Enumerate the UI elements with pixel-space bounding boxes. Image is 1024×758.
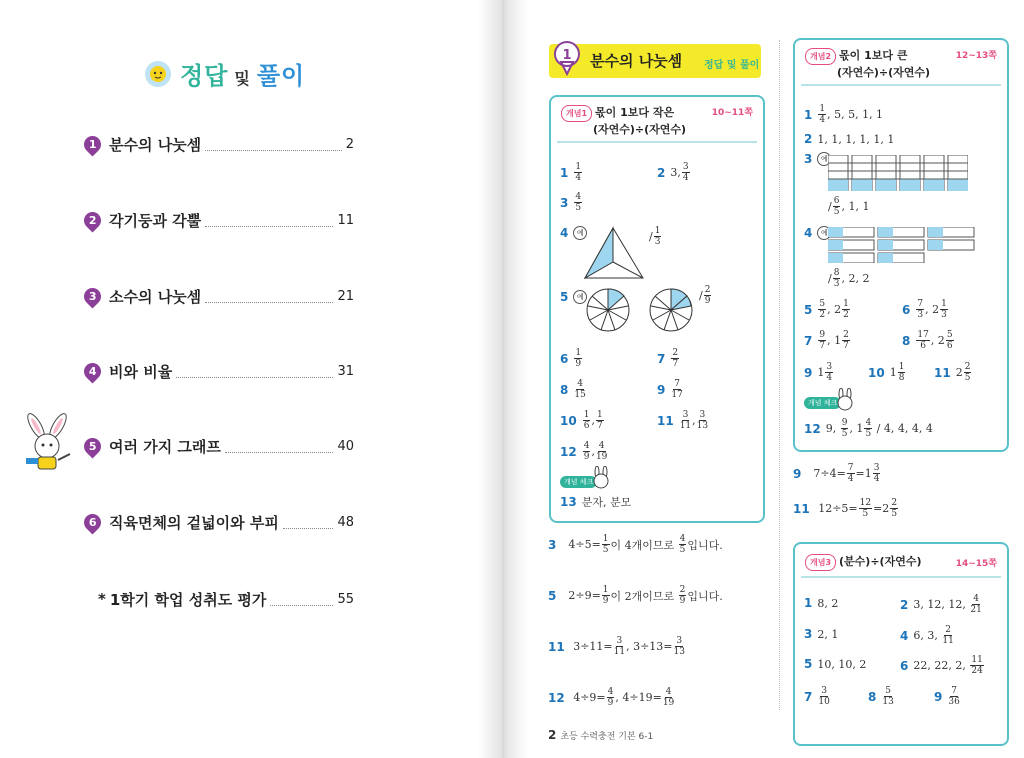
toc-leader xyxy=(270,593,333,606)
triangle-diagram xyxy=(583,226,645,282)
box-heading-line2: (자연수)÷(자연수) xyxy=(837,66,931,79)
footer-page-number: 2 xyxy=(548,728,557,742)
answer-5: 5 예 xyxy=(560,290,590,304)
toc-title: 각기둥과 각뿔 xyxy=(109,211,202,230)
answer-b2-1: 1 $\frac{1}{4}$ , 5, 5, 1, 1 xyxy=(804,104,884,125)
circle-diagram xyxy=(585,287,631,333)
answer-3: 3 $\frac{4}{5}$ xyxy=(560,192,582,213)
circle-diagram xyxy=(648,287,694,333)
answer-b3-8: 8 $\frac{5}{13}$ xyxy=(868,686,894,707)
answer-4: 4 예 xyxy=(560,226,590,240)
toc-page: 21 xyxy=(337,288,354,304)
explanation-3: 3 4÷5= $\frac{1}{5}$ 이 4개이므로 $\frac{4}{5}$ 입니다. xyxy=(548,534,723,555)
toc-item-assessment[interactable] xyxy=(98,588,354,610)
toc-title: 1학기 학업 성취도 평가 xyxy=(109,590,267,609)
toc-page: 40 xyxy=(337,438,354,454)
answer-7: 7 $\frac{2}{7}$ xyxy=(657,348,679,369)
rabbit-mascot-icon xyxy=(834,388,856,412)
toc-number-badge: 4 xyxy=(80,359,104,383)
chapter-number: 1 xyxy=(562,48,572,63)
answer-9: 9 $\frac{7}{17}$ xyxy=(657,379,683,400)
answer-b2-8: 8 $\frac{17}{6}$ , 2 $\frac{5}{6}$ xyxy=(902,330,953,351)
title-part-and: 및 xyxy=(234,69,251,88)
toc-leader xyxy=(205,138,342,151)
toc-page: 31 xyxy=(337,363,354,379)
answer-b2-5: 5 $\frac{5}{2}$ , 2 $\frac{1}{2}$ xyxy=(804,299,849,320)
toc-item[interactable] xyxy=(84,133,354,155)
toc-item[interactable] xyxy=(84,209,354,231)
concept-tag: 개념2 xyxy=(805,48,836,65)
bar-model-diagram xyxy=(828,227,976,263)
answer-b3-1: 1 8, 2 xyxy=(804,596,839,610)
answer-b3-9: 9 $\frac{7}{36}$ xyxy=(934,686,960,707)
concept-check-label: 개념 체크 xyxy=(804,397,841,409)
toc-number-badge: 5 xyxy=(80,434,104,458)
title-part-solutions: 풀이 xyxy=(256,62,306,90)
toc-leader xyxy=(176,365,333,378)
answer-1: 1 $\frac{1}{4}$ xyxy=(560,162,582,183)
answer-b2-4-fraction: / $\frac{8}{3}$ , 2, 2 xyxy=(828,268,870,289)
box-heading-line1: 몫이 1보다 작은 xyxy=(595,106,675,119)
answer-b3-6: 6 22, 22, 2, $\frac{11}{24}$ xyxy=(900,655,983,676)
answer-b3-4: 4 6, 3, $\frac{2}{11}$ xyxy=(900,625,954,646)
bar-model-diagram xyxy=(828,155,968,191)
sun-logo-icon xyxy=(144,60,172,88)
explanation-11: 11 3÷11= $\frac{3}{11}$ , 3÷13= $\frac{3}{13}$ xyxy=(548,636,685,657)
explanation-b2-9: 9 7÷4= $\frac{7}{4}$ =1 $\frac{3}{4}$ xyxy=(793,463,880,484)
answer-b3-5: 5 10, 10, 2 xyxy=(804,657,867,671)
explanation-12: 12 4÷9= $\frac{4}{9}$ , 4÷19= $\frac{4}{19}$ xyxy=(548,687,675,708)
answer-b2-3-fraction: / $\frac{6}{5}$ , 1, 1 xyxy=(828,196,870,217)
answer-b2-7: 7 $\frac{9}{7}$ , 1 $\frac{2}{7}$ xyxy=(804,330,849,351)
toc-leader xyxy=(205,214,333,227)
box-heading-line1: 몫이 1보다 큰 xyxy=(839,49,908,62)
toc-title: 분수의 나눗셈 xyxy=(109,135,202,154)
page-title xyxy=(180,56,305,91)
box-heading xyxy=(561,105,686,137)
chapter-number-badge xyxy=(553,40,581,76)
chapter-title: 분수의 나눗셈 xyxy=(590,52,683,70)
answer-13: 13 분자, 분모 xyxy=(560,495,632,509)
answer-b2-10: 10 1 $\frac{1}{8}$ xyxy=(868,362,905,383)
toc-title: 여러 가지 그래프 xyxy=(109,437,221,456)
star-marker: * xyxy=(98,590,106,608)
divider xyxy=(801,84,1001,86)
toc-page: 11 xyxy=(337,212,354,228)
answer-2: 2 3, $\frac{3}{4}$ xyxy=(657,162,689,183)
answer-b2-11: 11 2 $\frac{2}{5}$ xyxy=(934,362,971,383)
box-heading xyxy=(805,48,930,80)
concept-tag: 개념1 xyxy=(561,105,592,122)
column-divider xyxy=(779,40,780,710)
toc-item[interactable] xyxy=(84,360,354,382)
box-heading-line2: (자연수)÷(자연수) xyxy=(593,123,687,136)
box-page-range: 14~15쪽 xyxy=(955,559,997,569)
box-page-range: 12~13쪽 xyxy=(955,51,997,61)
answer-5-fraction: / $\frac{2}{9}$ xyxy=(699,285,711,306)
toc-number-badge: 2 xyxy=(80,208,104,232)
answer-b2-2: 2 1, 1, 1, 1, 1, 1 xyxy=(804,132,895,146)
answer-b2-12: 12 9, $\frac{9}{5}$ , 1 $\frac{4}{5}$ / 4, 4, 4, 4 xyxy=(804,418,933,439)
explanation-b2-11: 11 12÷5= $\frac{12}{5}$ =2 $\frac{2}{5}$ xyxy=(793,498,898,519)
toc-item[interactable] xyxy=(84,435,354,457)
answer-b3-3: 3 2, 1 xyxy=(804,627,839,641)
toc-leader xyxy=(205,290,333,303)
toc-page: 48 xyxy=(337,514,354,530)
title-part-answers: 정답 xyxy=(180,62,229,90)
toc-number-badge: 6 xyxy=(80,510,104,534)
answer-6: 6 $\frac{1}{9}$ xyxy=(560,348,582,369)
answer-8: 8 $\frac{4}{15}$ xyxy=(560,379,586,400)
answer-12: 12 $\frac{4}{9}$ , $\frac{4}{19}$ xyxy=(560,441,608,462)
answer-b2-9: 9 1 $\frac{3}{4}$ xyxy=(804,362,833,383)
page-footer xyxy=(548,728,653,742)
explanation-5: 5 2÷9= $\frac{1}{9}$ 이 2개이므로 $\frac{2}{9}$ 입니다. xyxy=(548,585,723,606)
divider xyxy=(801,576,1001,578)
answer-b2-4: 4 예 xyxy=(804,226,834,240)
rabbit-mascot-icon xyxy=(590,466,612,490)
toc-number-badge: 3 xyxy=(80,284,104,308)
box-heading xyxy=(805,554,922,571)
rabbit-mascot-icon xyxy=(20,412,76,478)
toc-item[interactable] xyxy=(84,285,354,307)
answer-b2-3: 3 예 xyxy=(804,152,834,166)
concept-check-label: 개념 체크 xyxy=(560,476,597,488)
answer-b2-6: 6 $\frac{7}{3}$ , 2 $\frac{1}{3}$ xyxy=(902,299,947,320)
footer-book-title: 초등 수력충전 기본 6-1 xyxy=(560,732,654,742)
chapter-subtitle: 정답 및 풀이 xyxy=(704,60,760,71)
book-gutter xyxy=(478,0,528,758)
box-page-range: 10~11쪽 xyxy=(711,108,753,118)
answer-11: 11 $\frac{3}{11}$ , $\frac{3}{13}$ xyxy=(657,410,709,431)
divider xyxy=(557,141,757,143)
answer-b3-7: 7 $\frac{3}{10}$ xyxy=(804,686,830,707)
box-heading-line1: (분수)÷(자연수) xyxy=(839,555,922,568)
toc-item[interactable] xyxy=(84,511,354,533)
toc-page: 2 xyxy=(345,136,354,152)
toc-page: 55 xyxy=(337,591,354,607)
toc-title: 직육면체의 겉넓이와 부피 xyxy=(109,513,279,532)
concept-tag: 개념3 xyxy=(805,554,836,571)
toc-title: 비와 비율 xyxy=(109,362,173,381)
answer-10: 10 $\frac{1}{6}$ , $\frac{1}{7}$ xyxy=(560,410,603,431)
toc-title: 소수의 나눗셈 xyxy=(109,287,202,306)
answer-b3-2: 2 3, 12, 12, $\frac{4}{21}$ xyxy=(900,594,982,615)
toc-leader xyxy=(225,440,334,453)
toc-leader xyxy=(283,516,334,529)
answer-4-fraction: / $\frac{1}{3}$ xyxy=(649,226,661,247)
toc-number-badge: 1 xyxy=(80,132,104,156)
